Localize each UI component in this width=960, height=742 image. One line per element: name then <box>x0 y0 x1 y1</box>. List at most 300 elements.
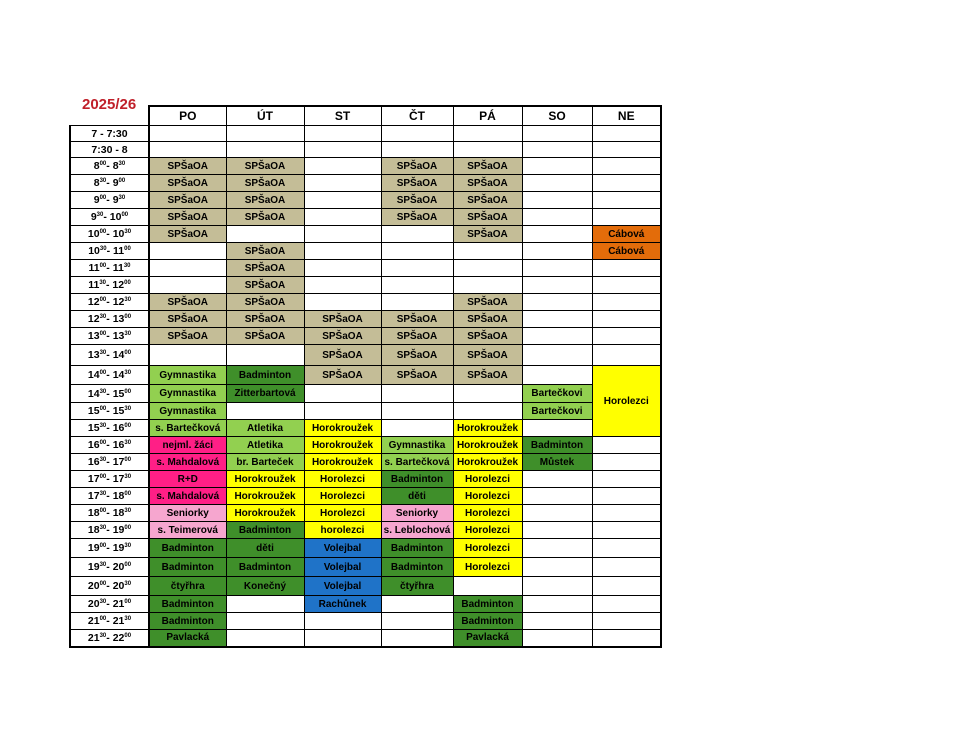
schedule-row <box>70 366 661 385</box>
time-hour: 15 <box>112 387 125 400</box>
activity-cell: Gymnastika <box>149 403 226 420</box>
time-minutes: 30 <box>123 263 131 269</box>
time-hour: 10 <box>87 228 100 240</box>
time-minutes: 00 <box>121 212 129 218</box>
schedule-row <box>70 505 661 522</box>
empty-cell <box>592 505 661 522</box>
time-slot-label <box>70 505 149 522</box>
schedule-row <box>70 596 661 613</box>
empty-cell <box>522 294 592 311</box>
time-minutes: 00 <box>99 195 107 201</box>
school-year-title: 2025/26 <box>82 96 137 113</box>
time-slot-label <box>70 454 149 471</box>
time-separator: - <box>106 524 113 536</box>
activity-cell: s. Mahdalová <box>149 454 226 471</box>
activity-cell: SPŠaOA <box>453 192 522 209</box>
activity-cell: SPŠaOA <box>149 311 226 328</box>
time-slot-label <box>70 158 149 175</box>
time-hour: 19 <box>87 561 100 573</box>
empty-cell <box>381 630 453 647</box>
activity-cell: Horokroužek <box>304 420 381 437</box>
time-slot-label <box>70 522 149 539</box>
empty-cell <box>522 311 592 328</box>
activity-cell: Badminton <box>149 596 226 613</box>
activity-cell: SPŠaOA <box>226 192 304 209</box>
empty-cell <box>592 277 661 294</box>
time-minutes: 00 <box>99 229 107 235</box>
empty-cell <box>522 539 592 558</box>
schedule-row <box>70 209 661 226</box>
empty-cell <box>522 345 592 366</box>
activity-cell: Bartečkovi <box>522 403 592 420</box>
time-separator: - <box>106 456 113 468</box>
activity-cell: SPŠaOA <box>304 366 381 385</box>
time-hour: 12 <box>112 279 125 291</box>
day-header: NE <box>592 106 661 126</box>
schedule-row <box>70 126 661 142</box>
time-minutes: 30 <box>99 457 107 463</box>
activity-cell: Volejbal <box>304 558 381 577</box>
activity-cell: Bartečkovi <box>522 385 592 403</box>
activity-cell: děti <box>381 488 453 505</box>
time-minutes: 30 <box>118 161 126 167</box>
time-minutes: 30 <box>99 423 107 429</box>
time-minutes: 00 <box>99 616 107 622</box>
time-minutes: 30 <box>99 388 107 395</box>
time-minutes: 00 <box>124 457 132 463</box>
empty-cell <box>149 260 226 277</box>
time-hour: 10 <box>109 211 122 223</box>
time-separator: - <box>106 296 113 308</box>
time-minutes: 00 <box>124 280 131 286</box>
empty-cell <box>592 471 661 488</box>
empty-cell <box>381 243 453 260</box>
empty-cell <box>381 613 453 630</box>
empty-cell <box>592 142 661 158</box>
empty-cell <box>522 175 592 192</box>
time-separator: - <box>106 387 113 400</box>
empty-cell <box>592 539 661 558</box>
schedule-row <box>70 471 661 488</box>
time-slot-label <box>70 630 149 647</box>
activity-cell: nejml. žáci <box>149 437 226 454</box>
empty-cell <box>592 437 661 454</box>
empty-cell <box>592 613 661 630</box>
activity-cell: Badminton <box>149 613 226 630</box>
activity-cell: SPŠaOA <box>149 175 226 192</box>
schedule-row <box>70 192 661 209</box>
time-slot-label <box>70 488 149 505</box>
activity-cell: Horolezci <box>453 539 522 558</box>
activity-cell: SPŠaOA <box>304 345 381 366</box>
time-minutes: 30 <box>124 229 132 235</box>
schedule-row <box>70 613 661 630</box>
activity-cell: SPŠaOA <box>381 311 453 328</box>
activity-cell: SPŠaOA <box>226 175 304 192</box>
time-minutes: 00 <box>99 440 107 446</box>
empty-cell <box>381 126 453 142</box>
time-slot-label <box>70 126 149 142</box>
empty-cell <box>522 558 592 577</box>
activity-cell: s. Bartečková <box>381 454 453 471</box>
time-separator: - <box>106 349 113 361</box>
schedule-row <box>70 142 661 158</box>
time-minutes: 30 <box>124 508 132 514</box>
time-slot-label <box>70 260 149 277</box>
time-hour: 14 <box>112 369 125 381</box>
empty-cell <box>226 613 304 630</box>
activity-cell: SPŠaOA <box>453 158 522 175</box>
empty-cell <box>453 126 522 142</box>
schedule-row <box>70 311 661 328</box>
time-separator: - <box>106 330 113 342</box>
time-slot-label <box>70 328 149 345</box>
activity-cell: Gymnastika <box>149 385 226 403</box>
empty-cell <box>592 596 661 613</box>
schedule-row <box>70 488 661 505</box>
time-slot-label <box>70 577 149 596</box>
empty-cell <box>592 192 661 209</box>
empty-cell <box>304 142 381 158</box>
time-minutes: 00 <box>124 562 132 568</box>
activity-cell: s. Mahdalová <box>149 488 226 505</box>
time-minutes: 30 <box>99 599 107 605</box>
empty-cell <box>381 277 453 294</box>
empty-cell <box>453 403 522 420</box>
time-separator: - <box>106 580 113 592</box>
empty-cell <box>592 522 661 539</box>
time-separator: - <box>106 490 113 502</box>
activity-cell: Badminton <box>226 366 304 385</box>
empty-cell <box>592 294 661 311</box>
time-slot-label <box>70 596 149 613</box>
activity-cell: Badminton <box>226 522 304 539</box>
activity-cell: s. Leblochová <box>381 522 453 539</box>
schedule-row <box>70 630 661 647</box>
empty-cell <box>522 505 592 522</box>
time-minutes: 30 <box>118 195 126 201</box>
empty-cell <box>304 226 381 243</box>
time-hour: 18 <box>112 507 125 519</box>
empty-cell <box>453 142 522 158</box>
time-separator: - <box>106 245 113 257</box>
schedule-row <box>70 385 661 403</box>
time-minutes: 00 <box>99 543 107 549</box>
activity-cell: SPŠaOA <box>381 158 453 175</box>
time-hour: 11 <box>88 279 100 291</box>
time-slot-label <box>70 226 149 243</box>
time-hour: 19 <box>87 542 100 554</box>
time-hour: 12 <box>112 296 125 308</box>
time-hour: 12 <box>87 296 100 308</box>
schedule-row <box>70 345 661 366</box>
empty-cell <box>304 277 381 294</box>
activity-cell: Seniorky <box>149 505 226 522</box>
empty-cell <box>522 420 592 437</box>
time-slot-label <box>70 311 149 328</box>
empty-cell <box>592 558 661 577</box>
empty-cell <box>304 403 381 420</box>
activity-cell: SPŠaOA <box>453 328 522 345</box>
schedule-body <box>70 126 661 647</box>
time-minutes: 30 <box>124 370 132 376</box>
schedule-row <box>70 522 661 539</box>
activity-cell: SPŠaOA <box>381 328 453 345</box>
time-slot-label <box>70 175 149 192</box>
activity-cell: Badminton <box>381 558 453 577</box>
time-minutes: 00 <box>124 314 132 320</box>
activity-cell: Pavlacká <box>453 630 522 647</box>
time-hour: 16 <box>112 422 125 434</box>
time-slot-label <box>70 403 149 420</box>
time-slot-label <box>70 294 149 311</box>
empty-cell <box>149 126 226 142</box>
empty-cell <box>226 596 304 613</box>
time-hour: 8 <box>93 177 100 189</box>
time-minutes: 00 <box>124 525 132 531</box>
activity-cell: Horolezci <box>453 522 522 539</box>
empty-cell <box>522 630 592 647</box>
activity-cell: Horolezci <box>453 505 522 522</box>
empty-cell <box>304 294 381 311</box>
empty-cell <box>381 596 453 613</box>
activity-cell: Horokroužek <box>226 471 304 488</box>
activity-cell: SPŠaOA <box>453 345 522 366</box>
time-hour: 7:30 - 8 <box>91 143 128 156</box>
time-minutes: 00 <box>124 350 132 356</box>
time-slot-label <box>70 437 149 454</box>
empty-cell <box>304 385 381 403</box>
time-hour: 16 <box>112 439 125 451</box>
empty-cell <box>522 209 592 226</box>
time-hour: 15 <box>87 405 100 417</box>
time-hour: 17 <box>87 490 100 502</box>
activity-cell: Badminton <box>226 558 304 577</box>
empty-cell <box>592 260 661 277</box>
time-minutes: 30 <box>99 562 107 568</box>
activity-cell: Badminton <box>149 558 226 577</box>
activity-cell: SPŠaOA <box>226 277 304 294</box>
day-header: ÚT <box>226 106 304 126</box>
activity-cell: SPŠaOA <box>226 158 304 175</box>
empty-cell <box>453 577 522 596</box>
empty-cell <box>522 126 592 142</box>
activity-cell: Zitterbartová <box>226 385 304 403</box>
schedule-row <box>70 328 661 345</box>
activity-cell: Horokroužek <box>453 420 522 437</box>
time-slot-label <box>70 366 149 385</box>
time-minutes: 30 <box>99 246 107 252</box>
time-hour: 13 <box>112 313 125 325</box>
activity-cell: Rachůnek <box>304 596 381 613</box>
empty-cell <box>522 613 592 630</box>
activity-cell: Horolezci <box>453 488 522 505</box>
activity-cell: SPŠaOA <box>226 209 304 226</box>
activity-cell: Horolezci <box>304 471 381 488</box>
activity-cell: Horolezci <box>453 471 522 488</box>
activity-cell: Můstek <box>522 454 592 471</box>
activity-cell: SPŠaOA <box>149 192 226 209</box>
activity-cell: Badminton <box>381 539 453 558</box>
activity-cell: SPŠaOA <box>381 192 453 209</box>
empty-cell <box>304 243 381 260</box>
schedule-row <box>70 175 661 192</box>
time-separator: - <box>103 211 110 223</box>
time-separator: - <box>106 313 113 325</box>
activity-cell: SPŠaOA <box>226 294 304 311</box>
schedule-row <box>70 403 661 420</box>
empty-cell <box>149 277 226 294</box>
time-hour: 18 <box>87 524 100 536</box>
time-hour: 17 <box>112 456 125 468</box>
time-minutes: 00 <box>124 491 132 497</box>
time-minutes: 00 <box>99 508 107 514</box>
empty-cell <box>522 471 592 488</box>
time-separator: - <box>106 507 113 519</box>
time-minutes: 30 <box>99 491 107 497</box>
activity-cell: SPŠaOA <box>453 209 522 226</box>
time-separator: - <box>106 473 113 485</box>
activity-cell: SPŠaOA <box>226 328 304 345</box>
empty-cell <box>304 158 381 175</box>
empty-cell <box>381 260 453 277</box>
time-hour: 12 <box>87 313 100 325</box>
schedule-row <box>70 577 661 596</box>
time-separator: - <box>106 369 113 381</box>
activity-cell: SPŠaOA <box>381 175 453 192</box>
empty-cell <box>226 126 304 142</box>
empty-cell <box>522 277 592 294</box>
time-hour: 17 <box>87 473 100 485</box>
time-slot-label <box>70 558 149 577</box>
schedule-row <box>70 277 661 294</box>
time-minutes: 00 <box>124 423 132 429</box>
activity-cell: Seniorky <box>381 505 453 522</box>
time-minutes: 00 <box>99 263 107 269</box>
time-hour: 11 <box>88 262 100 274</box>
time-slot-label <box>70 192 149 209</box>
activity-cell: SPŠaOA <box>149 158 226 175</box>
activity-cell: Cábová <box>592 226 661 243</box>
time-hour: 11 <box>113 245 125 257</box>
activity-cell: Horolezci <box>304 505 381 522</box>
time-hour: 9 <box>112 177 119 189</box>
activity-cell: SPŠaOA <box>149 294 226 311</box>
activity-cell: Badminton <box>453 613 522 630</box>
corner-cell <box>70 106 149 126</box>
time-minutes: 30 <box>99 525 107 531</box>
time-minutes: 30 <box>99 314 107 320</box>
time-slot-label <box>70 209 149 226</box>
time-minutes: 30 <box>124 331 132 337</box>
time-minutes: 00 <box>118 178 126 184</box>
time-hour: 21 <box>87 631 100 644</box>
empty-cell <box>381 226 453 243</box>
day-header: PÁ <box>453 106 522 126</box>
activity-cell: SPŠaOA <box>381 209 453 226</box>
time-minutes: 30 <box>124 474 132 480</box>
empty-cell <box>522 488 592 505</box>
time-minutes: 30 <box>124 297 132 303</box>
time-hour: 13 <box>87 349 100 361</box>
activity-cell: čtyřhra <box>149 577 226 596</box>
time-hour: 11 <box>112 262 124 274</box>
empty-cell <box>226 345 304 366</box>
empty-cell <box>592 311 661 328</box>
activity-cell: Horokroužek <box>453 454 522 471</box>
day-header: ČT <box>381 106 453 126</box>
time-separator: - <box>106 615 113 627</box>
activity-cell: Volejbal <box>304 539 381 558</box>
activity-cell: čtyřhra <box>381 577 453 596</box>
time-hour: 17 <box>112 473 125 485</box>
activity-cell: br. Barteček <box>226 454 304 471</box>
time-hour: 16 <box>87 456 100 468</box>
time-minutes: 30 <box>99 632 107 639</box>
empty-cell <box>522 142 592 158</box>
time-slot-label <box>70 243 149 260</box>
activity-cell: Horokroužek <box>453 437 522 454</box>
time-hour: 10 <box>88 245 100 257</box>
time-minutes: 30 <box>124 616 132 622</box>
empty-cell <box>226 142 304 158</box>
empty-cell <box>522 158 592 175</box>
time-separator: - <box>106 542 113 554</box>
activity-cell: horolezci <box>304 522 381 539</box>
empty-cell <box>592 577 661 596</box>
empty-cell <box>304 260 381 277</box>
empty-cell <box>149 142 226 158</box>
empty-cell <box>381 385 453 403</box>
activity-cell: SPŠaOA <box>453 311 522 328</box>
time-minutes: 00 <box>124 388 132 395</box>
activity-cell: Volejbal <box>304 577 381 596</box>
time-hour: 15 <box>112 405 125 417</box>
empty-cell <box>304 209 381 226</box>
activity-cell: SPŠaOA <box>381 345 453 366</box>
time-slot-label <box>70 420 149 437</box>
activity-cell: Cábová <box>592 243 661 260</box>
activity-cell: SPŠaOA <box>453 226 522 243</box>
empty-cell <box>304 126 381 142</box>
schedule-row <box>70 558 661 577</box>
time-hour: 9 <box>112 194 119 206</box>
day-header: SO <box>522 106 592 126</box>
time-hour: 14 <box>112 349 125 361</box>
empty-cell <box>304 613 381 630</box>
activity-cell: Badminton <box>381 471 453 488</box>
time-hour: 9 <box>90 211 97 223</box>
time-minutes: 00 <box>99 370 107 376</box>
empty-cell <box>453 385 522 403</box>
time-separator: - <box>106 561 113 573</box>
empty-cell <box>381 420 453 437</box>
time-hour: 21 <box>112 598 125 610</box>
time-minutes: 00 <box>124 632 132 639</box>
time-hour: 20 <box>87 598 100 610</box>
time-hour: 20 <box>87 580 100 592</box>
activity-cell: Horolezci <box>304 488 381 505</box>
time-minutes: 00 <box>99 406 107 412</box>
empty-cell <box>226 226 304 243</box>
activity-cell: SPŠaOA <box>226 260 304 277</box>
time-minutes: 00 <box>99 331 107 337</box>
time-hour: 20 <box>112 561 125 573</box>
time-slot-label <box>70 277 149 294</box>
time-separator: - <box>106 439 113 451</box>
activity-cell: Badminton <box>453 596 522 613</box>
time-minutes: 00 <box>124 246 131 252</box>
